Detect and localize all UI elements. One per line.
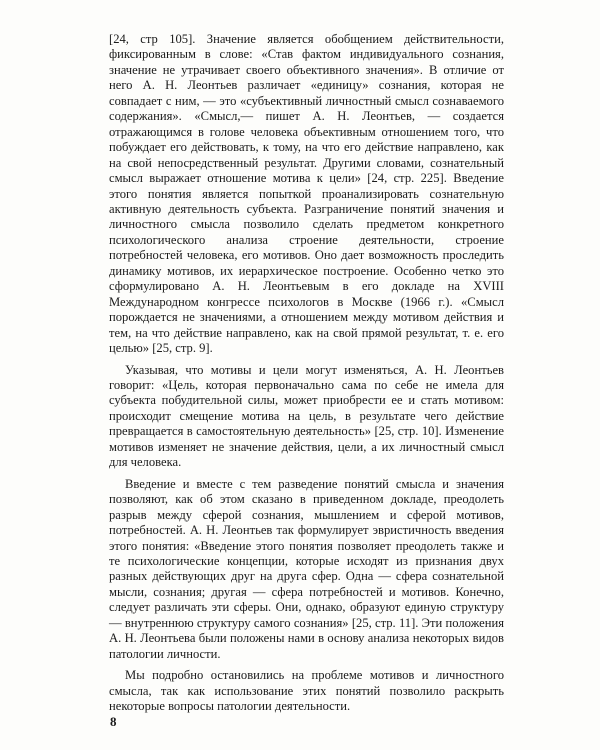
page-number: 8 (110, 714, 117, 729)
paragraph-1: [24, стр 105]. Значение является обобщением действительности, фиксированным в слове: «Став фактом индивидуального сознания, значение не утрачивает своего объективного значения». В отличие от него А. Н. Леонтьев различает «единицу» сознания, которая не совпадает с ним, — это «субъективный личностный смысл сознаваемого содержания». «Смысл,— пишет А. Н. Леонтьев, — создается отражающимся в голове человека объективным отношением того, что побуждает его действовать, к тому, на что его действие направлено, как на свой непосредственный результат. Другими словами, сознательный смысл выражает отношение мотива к цели» [24, стр. 225]. Введение этого понятия является попыткой проанализировать сознательную активную деятельность субъекта. Разграничение понятий значения и личностного смысла позволило сделать предметом конкретного психологического анализа строение деятельности, строение потребностей человека, его мотивов. Оно дает возможность проследить динамику мотивов, их иерархическое построение. Особенно четко это сформулировано А. Н. Леонтьевым в его докладе на XVIII Международном конгрессе психологов в Москве (1966 г.). «Смысл порождается не значениями, а отношением между мотивом действия и тем, на что действие направлено, как на свой прямой результат, т. е. его целью» [25, стр. 9]. (109, 32, 504, 356)
paragraph-2: Указывая, что мотивы и цели могут изменяться, А. Н. Леонтьев говорит: «Цель, которая первоначально сама по себе не имела для субъекта побудительной силы, может приобрести ее и стать мотивом: происходит смещение мотива на цель, в результате чего действие превращается в самостоятельную деятельность» [25, стр. 10]. Изменение мотивов изменяет не значение действия, цели, а их личностный смысл для человека. (109, 362, 504, 470)
body-text (109, 32, 504, 714)
paragraph-4: Мы подробно остановились на проблеме мотивов и личностного смысла, так как использование этих понятий позволило раскрыть некоторые вопросы патологии деятельности. (109, 668, 504, 714)
paragraph-3: Введение и вместе с тем разведение понятий смысла и значения позволяют, как об этом сказано в приведенном докладе, преодолеть разрыв между сферой сознания, мышлением и сферой мотивов, потребностей. А. Н. Леонтьев так формулирует эвристичность введения этого понятия: «Введение этого понятия позволяет преодолеть также и те психологические концепции, которые исходят из признания двух разных действующих друг на друга сфер. Одна — сфера сознательной мысли, сознания; другая — сфера потребностей и мотивов. Конечно, следует различать эти сферы. Они, однако, образуют единую структуру — внутреннюю структуру самого сознания» [25, стр. 11]. Эти положения А. Н. Леонтьева были положены нами в основу анализа некоторых видов патологии личности. (109, 476, 504, 661)
